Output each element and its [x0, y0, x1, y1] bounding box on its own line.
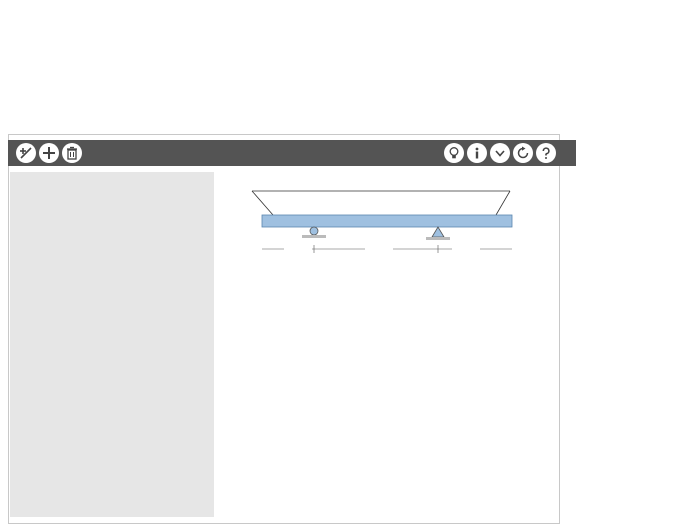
dim-left-bg	[284, 243, 312, 254]
drawing-canvas[interactable]	[214, 172, 560, 517]
beam-and-graph	[214, 172, 560, 517]
help-button[interactable]	[536, 143, 556, 163]
add-segment-button[interactable]	[39, 143, 59, 163]
instructions	[6, 5, 674, 13]
help-icon	[539, 146, 553, 160]
support-a-ground	[426, 237, 450, 240]
beam	[262, 215, 512, 227]
info-icon	[470, 146, 484, 160]
dim-mid-bg	[365, 243, 393, 254]
reset-button[interactable]	[513, 143, 533, 163]
add-segment-icon	[41, 145, 57, 161]
support-b-ground	[302, 235, 326, 238]
support-a-pin	[432, 227, 444, 237]
support-b-roller	[310, 227, 318, 235]
load-right-edge	[496, 191, 510, 215]
dropdown-chevron-icon	[494, 147, 506, 159]
add-vertical-line-button[interactable]	[16, 143, 36, 163]
hint-icon	[447, 146, 461, 160]
delete-button[interactable]	[62, 143, 82, 163]
reset-icon	[516, 146, 530, 160]
load-left-edge	[252, 191, 273, 215]
element-sidebar	[10, 172, 214, 517]
add-vertical-line-icon	[18, 145, 34, 161]
hint-button[interactable]	[444, 143, 464, 163]
delete-icon	[65, 146, 79, 160]
info-button[interactable]	[467, 143, 487, 163]
options-dropdown[interactable]	[490, 143, 510, 163]
toolbar	[8, 140, 576, 166]
dim-right-bg	[452, 243, 480, 254]
